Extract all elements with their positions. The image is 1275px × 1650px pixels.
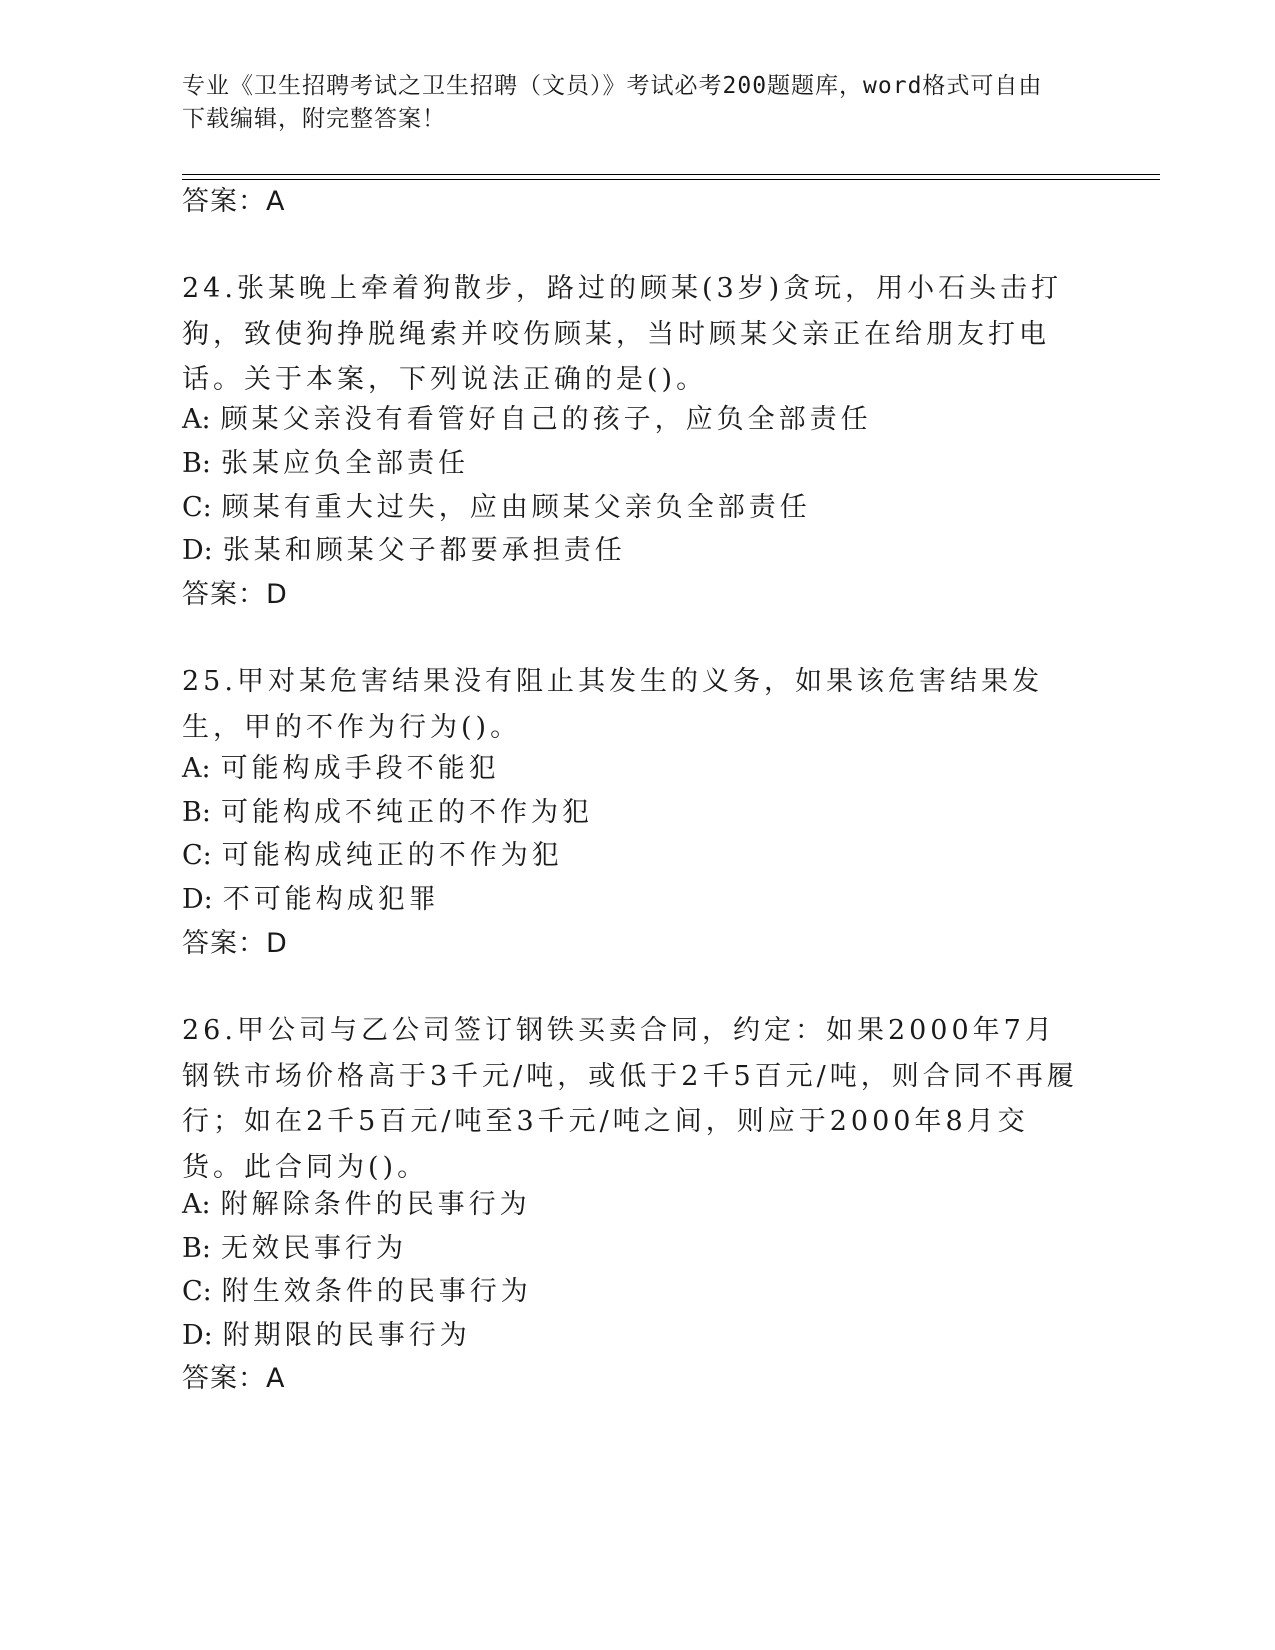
- answer: 答案：A: [182, 1363, 286, 1394]
- option-text: 可能构成手段不能犯: [220, 753, 500, 784]
- option-text: 顾某父亲没有看管好自己的孩子，应负全部责任: [220, 404, 872, 435]
- option-text: 可能构成不纯正的不作为犯: [220, 797, 593, 828]
- answer: 答案：D: [182, 579, 288, 610]
- question-text: 24.张某晚上牵着狗散步，路过的顾某(3岁)贪玩，用小石头击打狗，致使狗挣脱绳索并咬伤顾某，当时顾某父亲正在给朋友打电话。关于本案，下列说法正确的是()。: [182, 273, 1063, 395]
- question-text: 26.甲公司与乙公司签订钢铁买卖合同，约定：如果2000年7月钢铁市场价格高于3千元/吨，或低于2千5百元/吨，则合同不再履行；如在2千5百元/吨至3千元/吨之间，则应于2000年8月交货。此合同为()。: [182, 1015, 1078, 1183]
- option-letter: B:: [182, 448, 211, 479]
- header-divider-top: [182, 174, 1160, 175]
- option-b: [182, 795, 593, 831]
- option-text: 附期限的民事行为: [222, 1320, 471, 1351]
- option-text: 顾某有重大过失，应由顾某父亲负全部责任: [221, 492, 811, 523]
- option-text: 附解除条件的民事行为: [220, 1189, 531, 1220]
- option-c: [182, 1274, 532, 1310]
- option-letter: A:: [182, 1189, 211, 1220]
- option-letter: A:: [182, 404, 211, 435]
- option-a: [182, 751, 500, 787]
- header-divider-bottom: [182, 179, 1160, 180]
- option-text: 张某和顾某父子都要承担责任: [222, 535, 626, 566]
- option-c: [182, 490, 811, 526]
- option-d: [182, 882, 440, 918]
- option-letter: C:: [182, 492, 212, 523]
- option-text: 可能构成纯正的不作为犯: [221, 840, 563, 871]
- option-text: 附生效条件的民事行为: [221, 1276, 532, 1307]
- option-c: [182, 838, 563, 874]
- previous-answer: 答案：A: [182, 186, 286, 217]
- option-letter: B:: [182, 1233, 211, 1264]
- option-d: [182, 533, 626, 569]
- option-letter: C:: [182, 1276, 212, 1307]
- document-header: 专业《卫生招聘考试之卫生招聘（文员）》考试必考200题题库，word格式可自由下载编辑，附完整答案！: [182, 73, 1043, 132]
- answer: 答案：D: [182, 928, 288, 959]
- option-a: [182, 402, 872, 438]
- option-text: 不可能构成犯罪: [222, 884, 440, 915]
- option-letter: D:: [182, 535, 213, 566]
- option-text: 无效民事行为: [220, 1233, 407, 1264]
- option-text: 张某应负全部责任: [220, 448, 469, 479]
- option-d: [182, 1318, 471, 1354]
- question-text: 25.甲对某危害结果没有阻止其发生的义务，如果该危害结果发生，甲的不作为行为()。: [182, 666, 1043, 743]
- option-a: [182, 1187, 531, 1223]
- option-letter: C:: [182, 840, 212, 871]
- option-b: [182, 1231, 407, 1267]
- option-letter: B:: [182, 797, 211, 828]
- option-b: [182, 446, 469, 482]
- option-letter: D:: [182, 1320, 213, 1351]
- option-letter: A:: [182, 753, 211, 784]
- option-letter: D:: [182, 884, 213, 915]
